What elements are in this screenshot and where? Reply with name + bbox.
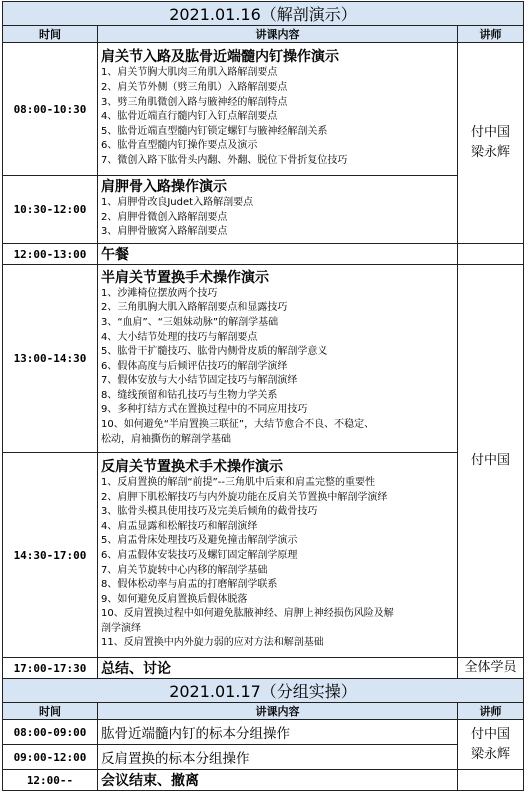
session-time: 13:00-14:30 [3, 265, 98, 453]
session-item: 5、肩盂骨床处理技巧及避免撞击解剖学演示 [101, 535, 298, 547]
session-item: 剖学演绎 [101, 622, 141, 634]
session-item: 7、假体安放与大小结节固定技巧与解剖演绎 [101, 375, 298, 387]
session-item: 3、肩胛骨腋窝入路解剖要点 [101, 226, 228, 238]
lecturer-name: 付中国 [470, 453, 510, 468]
session-item: 7、微创入路下肱骨头内翻、外翻、脱位下骨折复位技巧 [101, 154, 348, 166]
lecturer-cell [458, 265, 524, 658]
session-title: 肩关节入路及肱骨近端髓内钉操作演示 [101, 49, 339, 66]
session-content [98, 43, 458, 176]
lecturer-cell-empty [458, 770, 524, 791]
session-time: 10:30-12:00 [3, 176, 98, 244]
header-content: 讲课内容 [98, 703, 458, 720]
lecturer-name: 梁永辉 [470, 145, 510, 160]
session-item: 8、缝线预留和钻孔技巧与生物力学关系 [101, 389, 278, 401]
session-time: 12:00-13:00 [3, 244, 98, 265]
session-item: 4、肱骨近端直行髓内钉入钉点解剖要点 [101, 111, 278, 123]
header-lecturer: 讲师 [458, 703, 524, 720]
session-item: 2、肩关节外侧（劈三角肌）入路解剖要点 [101, 82, 288, 94]
session-content [98, 453, 458, 658]
lecturer-name: 付中国 [470, 726, 510, 742]
lunch-label: 午餐 [98, 244, 458, 265]
session-time: 14:30-17:00 [3, 453, 98, 658]
session-item: 1、肩胛骨改良Judet入路解剖要点 [101, 197, 254, 209]
session-item: 1、肩关节胸大肌肉三角肌入路解剖要点 [101, 67, 278, 79]
header-time: 时间 [3, 26, 98, 43]
lecturer-name: 付中国 [470, 125, 510, 140]
session-item: 3、劈三角肌微创入路与腋神经的解剖特点 [101, 96, 288, 108]
lecturer-name: 梁永辉 [470, 746, 510, 762]
session-item: 6、肩盂假体安装技巧及螺钉固定解剖学原理 [101, 549, 298, 561]
header-content: 讲课内容 [98, 26, 458, 43]
session-time: 17:00-17:30 [3, 658, 98, 679]
wrapup-label: 总结、讨论 [98, 658, 458, 679]
session-item: 3、肱骨头模具使用技巧及完美后倾角的截骨技巧 [101, 506, 318, 518]
session-title: 肱骨近端髓内钉的标本分组操作 [98, 720, 458, 745]
session-time: 08:00-09:00 [3, 720, 98, 745]
session-content [98, 176, 458, 244]
session-item: 9、如何避免反肩置换后假体脱落 [101, 593, 248, 605]
session-item: 6、假体高度与后倾评估技巧的解剖学演绎 [101, 360, 288, 372]
session-time: 09:00-12:00 [3, 745, 98, 770]
session-item: 11、反肩置换中内外旋力弱的应对方法和解剖基础 [101, 637, 324, 649]
session-item: 8、假体松动率与肩盂的打磨解剖学联系 [101, 579, 278, 591]
closing-label: 会议结束、撤离 [98, 770, 458, 791]
day2-banner: 2021.01.17（分组实操） [3, 679, 524, 703]
lecturer-all: 全体学员 [458, 658, 524, 679]
lecturer-cell [458, 43, 524, 244]
session-title: 肩胛骨入路操作演示 [101, 179, 227, 196]
session-time: 08:00-10:30 [3, 43, 98, 176]
session-title: 半肩关节置换手术操作演示 [101, 269, 269, 286]
session-item: 9、多种打结方式在置换过程中的不同应用技巧 [101, 404, 308, 416]
header-time: 时间 [3, 703, 98, 720]
schedule-table [2, 1, 524, 791]
session-item: 5、肱骨干扩髓技巧、肱骨内侧骨皮质的解剖学意义 [101, 346, 328, 358]
session-item: 6、肱骨直型髓内钉操作要点及演示 [101, 140, 258, 152]
session-item: 1、反肩置换的解剖“前提”--三角肌中后束和肩盂完整的重要性 [101, 476, 375, 488]
session-item: 10、如何避免“半肩置换三联征”，大结节愈合不良、不稳定、 [101, 419, 375, 431]
session-title: 反肩置换的标本分组操作 [98, 745, 458, 770]
session-item: 3、“血肩”、“三姐妹动脉”的解剖学基础 [101, 316, 279, 328]
session-content [98, 265, 458, 453]
session-item: 4、大小结节处理的技巧与解剖要点 [101, 331, 258, 343]
session-title: 反肩关节置换术手术操作演示 [101, 458, 283, 475]
session-item: 5、肱骨近端直型髓内钉锁定螺钉与腋神经解剖关系 [101, 125, 328, 137]
session-item: 松动，肩袖撕伤的解剖学基础 [101, 433, 231, 445]
session-item: 7、肩关节旋转中心内移的解剖学基础 [101, 564, 268, 576]
session-time: 12:00-- [3, 770, 98, 791]
day1-banner: 2021.01.16（解剖演示） [3, 2, 524, 26]
session-item: 10、反肩置换过程中如何避免肱腋神经、肩胛上神经损伤风险及解 [101, 608, 394, 620]
session-item: 1、沙滩椅位摆放两个技巧 [101, 287, 218, 299]
session-item: 2、三角肌胸大肌入路解剖要点和显露技巧 [101, 302, 288, 314]
header-lecturer: 讲师 [458, 26, 524, 43]
session-item: 2、肩胛骨微创入路解剖要点 [101, 211, 228, 223]
session-item: 4、肩盂显露和松解技巧和解剖演绎 [101, 520, 258, 532]
session-item: 2、肩胛下肌松解技巧与内外旋功能在反肩关节置换中解剖学演绎 [101, 491, 388, 503]
lecturer-cell-empty [458, 244, 524, 265]
lecturer-cell [458, 720, 524, 770]
